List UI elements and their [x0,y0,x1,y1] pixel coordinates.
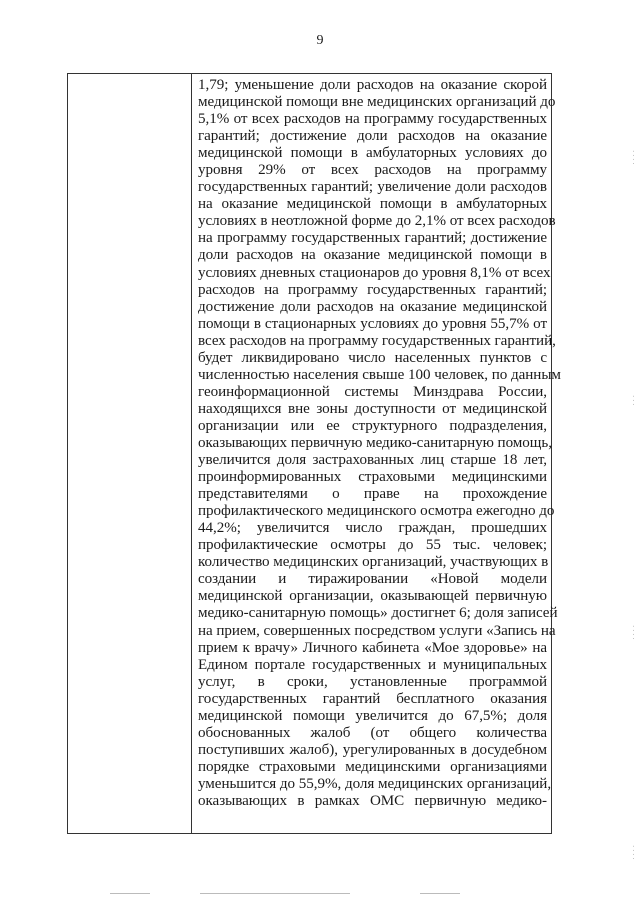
text-line: проинформированных страховыми медицинскими [198,469,547,486]
text-line: медицинской организации, оказывающей первичную [198,588,547,605]
text-line: геоинформационной системы Минздрава России, [198,383,547,400]
text-line: находящихся вне зоны доступности от медицинской [198,400,547,417]
table-right-column-text [192,74,561,833]
text-line: на оказание медицинской помощи в амбулаторных [198,196,547,213]
text-line: помощи в стационарных условиях до уровня 55,7% от [198,315,547,332]
text-line: гарантий; достижение доли расходов на оказание [198,128,547,145]
text-line: оказывающих в рамках ОМС первичную медико- [198,792,547,809]
text-line: представителями о праве на прохождение [198,486,547,503]
text-line: условиях в неотложной форме до 2,1% от всех расходов [198,213,556,230]
table-left-column [68,74,192,833]
text-line: 5,1% от всех расходов на программу государственных [198,111,547,128]
text-line: государственных гарантий; увеличение доли расходов [198,179,547,196]
text-line: прием к врачу» Личного кабинета «Мое здоровье» на [198,639,547,656]
text-line: порядке страховыми медицинскими организациями [198,758,547,775]
text-line: увеличится доля застрахованных лиц старше 18 лет, [198,452,547,469]
text-line: 1,79; уменьшение доли расходов на оказание скорой [198,77,547,93]
text-line: медико-санитарную помощь» достигнет 6; доля записей [198,605,558,622]
text-line: на программу государственных гарантий; достижение [198,230,547,247]
page-number: 9 [316,33,324,48]
text-line: доли расходов на оказание медицинской помощи в [198,247,547,264]
text-line: численностью населения свыше 100 человек, по данным [198,366,561,383]
text-line: 44,2%; увеличится число граждан, прошедших [198,520,547,537]
margin-scan-mark: · · · · [629,625,637,640]
text-line: уровня 29% от всех расходов на программу [198,162,547,179]
text-line: Едином портале государственных и муниципальных [198,656,547,673]
text-line: медицинской помощи в амбулаторных условиях до [198,145,547,162]
document-table [67,73,561,834]
margin-scan-mark: · · · [629,395,637,406]
text-line: уменьшится до 55,9%, доля медицинских организаций, [198,775,552,792]
scan-artifact-line [200,893,350,894]
text-line: расходов на программу государственных гарантий; [198,281,547,298]
margin-scan-mark: · · · · [629,150,637,165]
text-line: создании и тиражировании «Новой модели [198,571,547,588]
text-line: на прием, совершенных посредством услуги «Запись на [198,622,556,639]
text-line: профилактические осмотры до 55 тыс. человек; [198,537,547,554]
scan-artifact-line [110,893,150,894]
text-line: поступивших жалоб), урегулированных в досудебном [198,741,547,758]
text-line: медицинской помощи вне медицинских организаций до [198,94,556,111]
text-line: условиях дневных стационаров до уровня 8,1% от всех [198,264,551,281]
text-line: профилактического медицинского осмотра ежегодно до [198,503,555,520]
text-line: достижение доли расходов на оказание медицинской [198,298,547,315]
text-line: государственных гарантий бесплатного оказания [198,690,547,707]
text-line: оказывающих первичную медико-санитарную помощь, [198,434,552,451]
text-line: будет ликвидировано число населенных пунктов с [198,349,547,366]
text-line: обоснованных жалоб (от общего количества [198,724,547,741]
text-line: услуг, в сроки, установленные программой [198,673,547,690]
text-line: медицинской помощи увеличится до 67,5%; доля [198,707,547,724]
text-line: всех расходов на программу государственных гарантий, [198,332,556,349]
scan-artifact-line [420,893,460,894]
text-line: организации или ее структурного подразделения, [198,417,547,434]
margin-scan-mark: · · · · [629,845,637,860]
text-line: количество медицинских организаций, участвующих в [198,554,549,571]
